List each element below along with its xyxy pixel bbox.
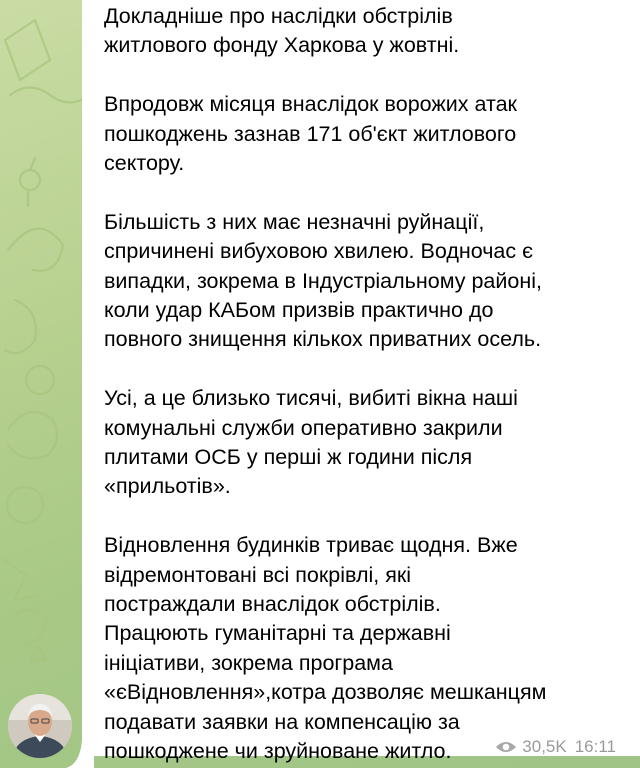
message-paragraph-4: Усі, а це близько тисячі, вибиті вікна наші комунальні служби оперативно закрили плитами ОСБ у перші ж години після «прильотів». xyxy=(104,386,518,499)
message-bubble[interactable] xyxy=(82,0,640,764)
channel-avatar[interactable] xyxy=(8,694,72,758)
message-paragraph-2: Впродовж місяця внаслідок ворожих атак пошкоджень зазнав 171 об'єкт житлового сектору. xyxy=(104,92,517,176)
message-paragraph-5: Відновлення будинків триває щодня. Вже відремонтовані всі покрівлі, які постраждали внаслідок обстрілів. Працюють гуманітарні та державні ініціативи, зокрема програма «єВідновлення»,котра дозволяє мешканцям подавати заявки на компенсацію за пошкоджене чи зруйноване житло. xyxy=(104,533,547,764)
eye-icon xyxy=(495,740,517,754)
message-paragraph-3: Більшість з них має незначні руйнації, спричинені вибуховою хвилею. Водночас є випадки, зокрема в Індустріальному районі, коли удар КАБом призвів практично до повного знищення кількох приватних осель. xyxy=(104,209,542,352)
views-count: 30,5K xyxy=(522,737,567,756)
message-time: 16:11 xyxy=(574,737,616,756)
avatar-photo-icon xyxy=(8,694,72,758)
message-meta xyxy=(495,737,616,757)
bubble-tail xyxy=(66,740,94,768)
message-paragraph-1: Докладніше про наслідки обстрілів житлового фонду Харкова у жовтні. xyxy=(104,4,460,58)
message-text xyxy=(104,2,624,767)
